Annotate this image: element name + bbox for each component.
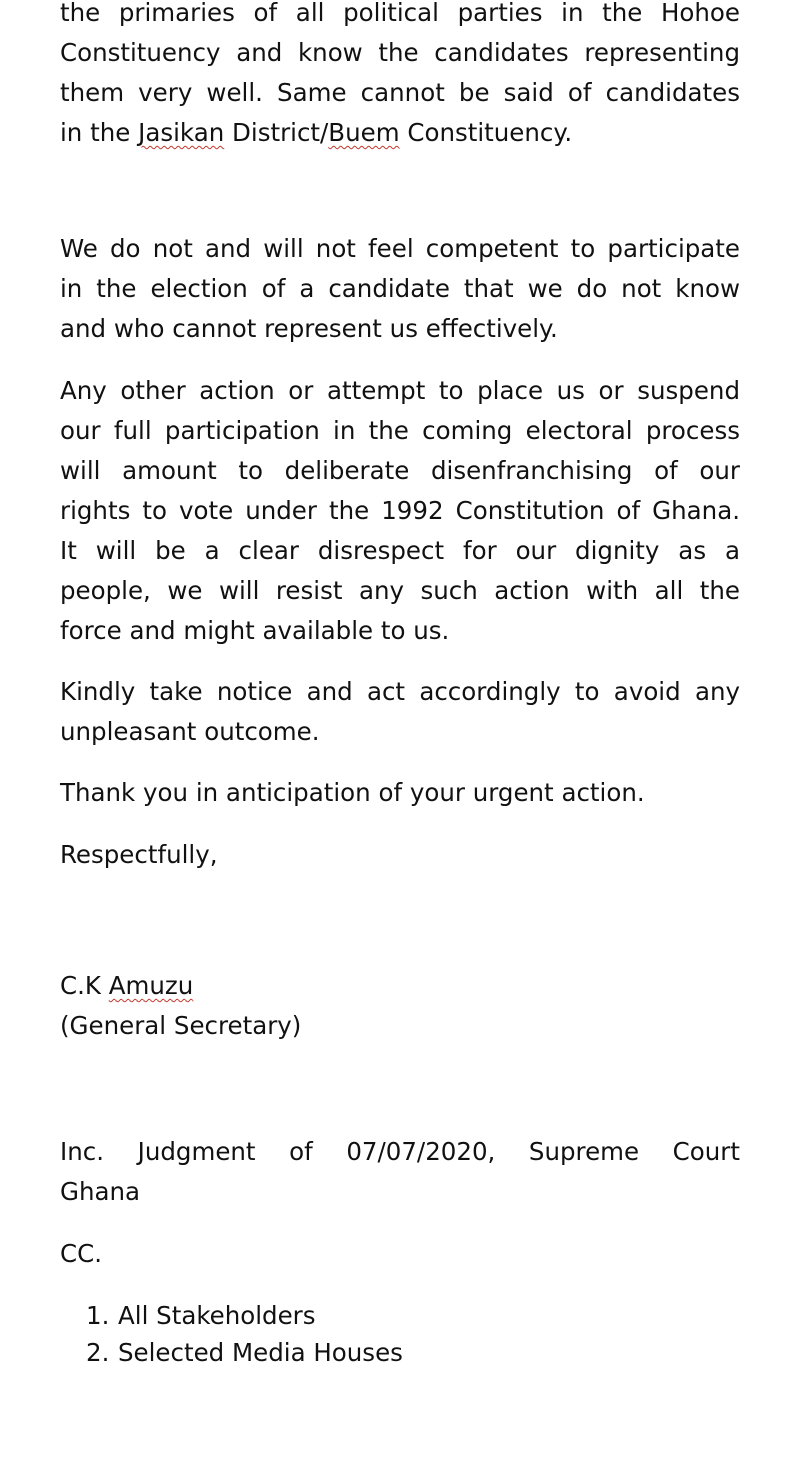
text-line: rights to vote under the 1992 Constitution of Ghana.	[60, 496, 740, 525]
spellcheck-word-buem: Buem	[328, 118, 400, 147]
list-item	[86, 1334, 403, 1371]
text-line: It will be a clear disrespect for our dignity as a	[60, 536, 740, 565]
text-line: will amount to deliberate disenfranchising of our	[60, 456, 740, 485]
cc-list	[60, 1297, 403, 1371]
text-line	[60, 113, 740, 153]
text-fragment: C.K	[60, 971, 109, 1000]
text-line: the primaries of all political parties in the Hohoe	[60, 0, 740, 27]
paragraph-disenfranchising	[60, 371, 740, 651]
closing-salutation	[60, 835, 740, 875]
list-item	[86, 1297, 403, 1334]
list-item-label: Selected Media Houses	[118, 1338, 403, 1367]
paragraph-candidates-known	[60, 0, 740, 153]
text-line: them very well. Same cannot be said of candidates	[60, 78, 740, 107]
text-line: in the election of a candidate that we do not know	[60, 274, 740, 303]
spellcheck-word-amuzu: Amuzu	[108, 971, 194, 1000]
text-line: We do not and will not feel competent to participate	[60, 234, 740, 263]
text-fragment: Constituency.	[399, 118, 573, 147]
text-line: Any other action or attempt to place us or suspend	[60, 376, 740, 405]
text-line: force and might available to us.	[60, 616, 450, 645]
text-line: Thank you in anticipation of your urgent action.	[60, 778, 645, 807]
paragraph-not-competent	[60, 229, 740, 349]
text-fragment: District/	[224, 118, 329, 147]
text-line: and who cannot represent us effectively.	[60, 314, 558, 343]
signatory-name	[60, 966, 740, 1006]
paragraph-thank-you	[60, 773, 740, 813]
enclosure-note	[60, 1132, 740, 1212]
paragraph-take-notice	[60, 672, 740, 752]
list-number: 1.	[86, 1301, 110, 1330]
text-line: people, we will resist any such action with all the	[60, 576, 740, 605]
text-line: Respectfully,	[60, 840, 218, 869]
text-line: CC.	[60, 1239, 103, 1268]
list-item-label: All Stakeholders	[118, 1301, 316, 1330]
signatory-title: (General Secretary)	[60, 1011, 302, 1040]
list-number: 2.	[86, 1338, 110, 1367]
signature-block	[60, 966, 740, 1046]
text-line: Kindly take notice and act accordingly to avoid any	[60, 677, 740, 706]
text-line: our full participation in the coming electoral process	[60, 416, 740, 445]
spellcheck-word-jasikan: Jasikan	[138, 118, 225, 147]
text-line: unpleasant outcome.	[60, 717, 320, 746]
cc-label	[60, 1234, 740, 1274]
text-fragment: in the	[60, 118, 139, 147]
text-line: Constituency and know the candidates representing	[60, 38, 740, 67]
text-line: Ghana	[60, 1177, 141, 1206]
text-line: Inc. Judgment of 07/07/2020, Supreme Court	[60, 1137, 740, 1166]
